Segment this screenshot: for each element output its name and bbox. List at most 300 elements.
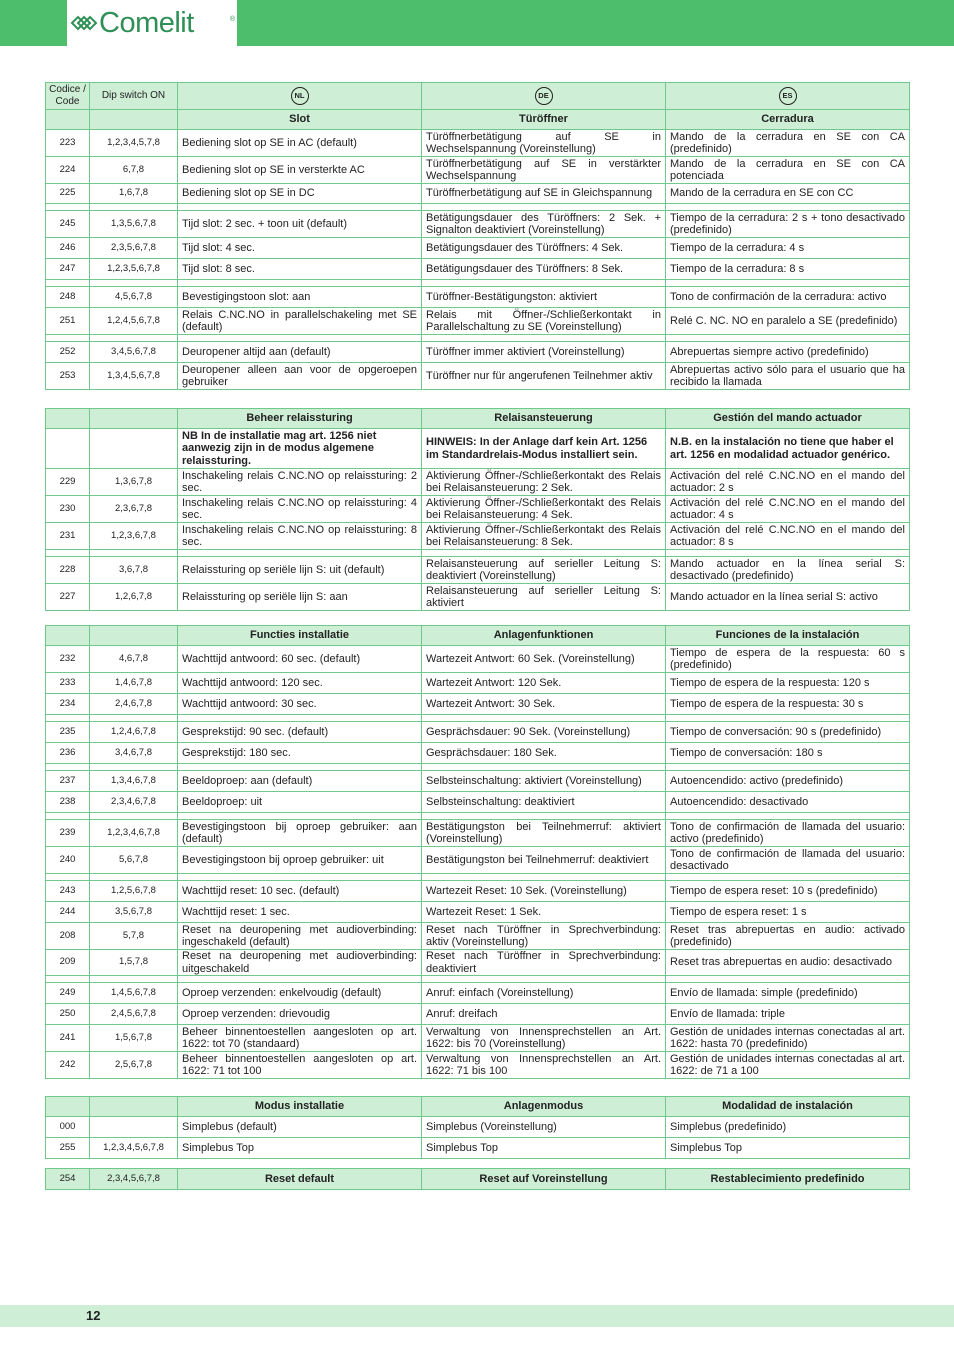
spacer-cell (90, 764, 178, 771)
description-nl: Relaissturing op seriële lijn S: aan (178, 584, 422, 611)
section-title: Anlagenmodus (422, 1097, 666, 1117)
dip-switch-cell: 2,3,4,6,7,8 (90, 792, 178, 813)
code-cell: 247 (46, 259, 90, 280)
registered-mark: ® (229, 16, 235, 23)
description-es: Tono de confirmación de llamada del usuario: desactivado (666, 847, 910, 874)
description-nl: Simplebus (default) (178, 1117, 422, 1138)
lang-column-nl (178, 83, 422, 110)
description-de: Betätigungsdauer des Türöffners: 8 Sek. (422, 259, 666, 280)
description-de: Relaisansteuerung auf serieller Leitung S: deaktiviert (Voreinstellung) (422, 557, 666, 584)
dip-switch-cell: 4,6,7,8 (90, 646, 178, 673)
spacer-row (46, 813, 910, 820)
dip-switch-cell: 2,3,6,7,8 (90, 496, 178, 523)
column-header-row (46, 83, 910, 110)
settings-table (45, 408, 910, 611)
table-row (46, 771, 910, 792)
dip-switch-cell: 2,3,4,5,6,7,8 (90, 1169, 178, 1190)
spacer-cell (178, 550, 422, 557)
spacer-cell (178, 335, 422, 342)
table-row (46, 523, 910, 550)
reset-nl: Reset default (178, 1169, 422, 1190)
description-de: Aktivierung Öffner-/Schließerkontakt des Relais bei Relaisansteuerung: 4 Sek. (422, 496, 666, 523)
description-de: Wartezeit Antwort: 30 Sek. (422, 694, 666, 715)
description-es: Tono de confirmación de llamada del usuario: activo (predefinido) (666, 820, 910, 847)
table-row (46, 308, 910, 335)
description-de: Betätigungsdauer des Türöffners: 4 Sek. (422, 238, 666, 259)
spacer-cell (666, 976, 910, 983)
dip-switch-cell: 5,6,7,8 (90, 847, 178, 874)
description-es: Gestión de unidades internas conectadas al art. 1622: hasta 70 (predefinido) (666, 1025, 910, 1052)
settings-table (45, 1096, 910, 1159)
dip-switch-cell: 1,3,6,7,8 (90, 469, 178, 496)
table-row (46, 1052, 910, 1079)
spacer-cell (666, 280, 910, 287)
code-cell: 253 (46, 363, 90, 390)
description-de: Simplebus (Voreinstellung) (422, 1117, 666, 1138)
spacer-cell (422, 335, 666, 342)
description-de: Betätigungsdauer des Türöffners: 2 Sek. + Signalton deaktiviert (Voreinstellung) (422, 211, 666, 238)
spacer-cell (90, 550, 178, 557)
code-cell: 233 (46, 673, 90, 694)
table-row (46, 1004, 910, 1025)
description-es: Mando actuador en la línea serial S: desactivado (predefinido) (666, 557, 910, 584)
code-cell: 225 (46, 184, 90, 204)
dip-switch-cell (90, 1117, 178, 1138)
note-text: N.B. en la instalación no tiene que haber el art. 1256 en modalidad actuador genérico. (666, 429, 910, 469)
code-cell: 239 (46, 820, 90, 847)
description-de: Relaisansteuerung auf serieller Leitung S: aktiviert (422, 584, 666, 611)
spacer-cell (46, 280, 90, 287)
code-cell: 250 (46, 1004, 90, 1025)
reset-es: Restablecimiento predefinido (666, 1169, 910, 1190)
header-blank (90, 626, 178, 646)
table-row (46, 287, 910, 308)
description-nl: Tijd slot: 2 sec. + toon uit (default) (178, 211, 422, 238)
description-es: Tiempo de espera de la respuesta: 120 s (666, 673, 910, 694)
description-de: Relais mit Öffner-/Schließerkontakt in Parallelschaltung zu SE (Voreinstellung) (422, 308, 666, 335)
spacer-row (46, 550, 910, 557)
table-row (46, 157, 910, 184)
dip-switch-cell: 1,4,6,7,8 (90, 673, 178, 694)
dip-switch-cell: 6,7,8 (90, 157, 178, 184)
table-row (46, 557, 910, 584)
dip-switch-cell: 1,2,3,4,6,7,8 (90, 820, 178, 847)
description-de: Türöffner immer aktiviert (Voreinstellung) (422, 342, 666, 363)
lang-badge-de-icon: DE (535, 87, 553, 105)
code-cell: 235 (46, 722, 90, 743)
description-es: Abrepuertas activo sólo para el usuario que ha recibido la llamada (666, 363, 910, 390)
reset-table (45, 1168, 910, 1190)
header-blank (46, 1097, 90, 1117)
description-de: Wartezeit Antwort: 120 Sek. (422, 673, 666, 694)
description-es: Tono de confirmación de la cerradura: activo (666, 287, 910, 308)
section-header-row (46, 1097, 910, 1117)
description-es: Tiempo de espera reset: 10 s (predefinido) (666, 881, 910, 902)
dip-switch-cell: 3,5,6,7,8 (90, 902, 178, 923)
description-nl: Gesprekstijd: 180 sec. (178, 743, 422, 764)
description-es: Mando de la cerradura en SE con CA potenciada (666, 157, 910, 184)
description-de: Aktivierung Öffner-/Schließerkontakt des Relais bei Relaisansteuerung: 8 Sek. (422, 523, 666, 550)
table-row (46, 743, 910, 764)
dip-switch-cell: 1,3,4,5,6,7,8 (90, 363, 178, 390)
description-es: Activación del relé C.NC.NO en el mando del actuador: 2 s (666, 469, 910, 496)
table-row (46, 983, 910, 1004)
description-nl: Tijd slot: 8 sec. (178, 259, 422, 280)
code-cell: 229 (46, 469, 90, 496)
page-number: 12 (86, 1308, 101, 1323)
code-cell: 227 (46, 584, 90, 611)
code-cell: 236 (46, 743, 90, 764)
table-row (46, 1117, 910, 1138)
spacer-cell (90, 335, 178, 342)
description-de: Wartezeit Antwort: 60 Sek. (Voreinstellung) (422, 646, 666, 673)
spacer-cell (90, 976, 178, 983)
description-de: Aktivierung Öffner-/Schließerkontakt des Relais bei Relaisansteuerung: 2 Sek. (422, 469, 666, 496)
table-row (46, 722, 910, 743)
description-es: Reset tras abrepuertas en audio: desactivado (666, 950, 910, 976)
description-de: Bestätigungston bei Teilnehmerruf: aktiviert (Voreinstellung) (422, 820, 666, 847)
table-row (46, 184, 910, 204)
section-title: Cerradura (666, 110, 910, 130)
code-cell: 246 (46, 238, 90, 259)
note-text: HINWEIS: In der Anlage darf kein Art. 1256 im Standardrelais-Modus installiert sein. (422, 429, 666, 469)
description-es: Abrepuertas siempre activo (predefinido) (666, 342, 910, 363)
code-cell: 255 (46, 1138, 90, 1159)
lang-column-es (666, 83, 910, 110)
table-row (46, 792, 910, 813)
spacer-cell (90, 280, 178, 287)
code-cell: 252 (46, 342, 90, 363)
description-es: Tiempo de espera de la respuesta: 60 s (predefinido) (666, 646, 910, 673)
spacer-cell (90, 813, 178, 820)
description-es: Gestión de unidades internas conectadas al art. 1622: de 71 a 100 (666, 1052, 910, 1079)
spacer-row (46, 335, 910, 342)
code-cell: 209 (46, 950, 90, 976)
description-es: Autoencendido: activo (predefinido) (666, 771, 910, 792)
dip-switch-cell: 1,2,3,4,5,6,7,8 (90, 1138, 178, 1159)
code-cell: 251 (46, 308, 90, 335)
description-nl: Wachttijd reset: 10 sec. (default) (178, 881, 422, 902)
brand-name: Comelit (99, 7, 194, 39)
table-row (46, 820, 910, 847)
description-nl: Bevestigingstoon bij oproep gebruiker: aan (default) (178, 820, 422, 847)
dip-switch-cell: 1,2,3,6,7,8 (90, 523, 178, 550)
description-nl: Deuropener alleen aan voor de opgeroepen gebruiker (178, 363, 422, 390)
spacer-cell (666, 764, 910, 771)
description-es: Tiempo de la cerradura: 2 s + tono desactivado (predefinido) (666, 211, 910, 238)
table-row (46, 902, 910, 923)
dip-column-header: Dip switch ON (90, 83, 178, 110)
description-de: Wartezeit Reset: 10 Sek. (Voreinstellung) (422, 881, 666, 902)
table-row (46, 363, 910, 390)
description-nl: Deuropener altijd aan (default) (178, 342, 422, 363)
description-de: Simplebus Top (422, 1138, 666, 1159)
description-es: Mando de la cerradura en SE con CA (predefinido) (666, 130, 910, 157)
spacer-cell (90, 874, 178, 881)
spacer-cell (422, 874, 666, 881)
spacer-cell (178, 976, 422, 983)
dip-switch-cell: 5,7,8 (90, 923, 178, 950)
description-nl: Inschakeling relais C.NC.NO op relaissturing: 2 sec. (178, 469, 422, 496)
description-es: Tiempo de espera de la respuesta: 30 s (666, 694, 910, 715)
spacer-cell (46, 813, 90, 820)
code-cell: 254 (46, 1169, 90, 1190)
code-cell: 208 (46, 923, 90, 950)
spacer-cell (666, 874, 910, 881)
description-de: Verwaltung von Innensprechstellen an Art. 1622: 71 bis 100 (422, 1052, 666, 1079)
spacer-cell (46, 764, 90, 771)
spacer-cell (666, 813, 910, 820)
section-header-row (46, 110, 910, 130)
code-cell: 228 (46, 557, 90, 584)
code-cell: 224 (46, 157, 90, 184)
table-row (46, 694, 910, 715)
description-es: Simplebus Top (666, 1138, 910, 1159)
dip-switch-cell: 2,5,6,7,8 (90, 1052, 178, 1079)
table-row (46, 881, 910, 902)
description-nl: Simplebus Top (178, 1138, 422, 1159)
description-de: Reset nach Türöffner in Sprechverbindung: aktiv (Voreinstellung) (422, 923, 666, 950)
description-de: Gesprächsdauer: 180 Sek. (422, 743, 666, 764)
code-cell: 223 (46, 130, 90, 157)
spacer-cell (178, 813, 422, 820)
reset-row (46, 1169, 910, 1190)
code-cell: 240 (46, 847, 90, 874)
header-blank (90, 1097, 178, 1117)
settings-table (45, 82, 910, 390)
description-es: Tiempo de conversación: 180 s (666, 743, 910, 764)
spacer-cell (178, 715, 422, 722)
table-row (46, 673, 910, 694)
note-text: NB In de installatie mag art. 1256 niet aanwezig zijn in de modus algemene relaissturing. (178, 429, 422, 469)
spacer-cell (666, 715, 910, 722)
dip-switch-cell: 4,5,6,7,8 (90, 287, 178, 308)
spacer-cell (422, 550, 666, 557)
spacer-cell (178, 280, 422, 287)
dip-switch-cell: 2,4,6,7,8 (90, 694, 178, 715)
dip-switch-cell: 1,6,7,8 (90, 184, 178, 204)
dip-switch-cell: 1,2,6,7,8 (90, 584, 178, 611)
note-row (46, 429, 910, 469)
description-de: Anruf: einfach (Voreinstellung) (422, 983, 666, 1004)
spacer-cell (46, 715, 90, 722)
dip-switch-cell: 1,2,3,5,6,7,8 (90, 259, 178, 280)
spacer-cell (46, 976, 90, 983)
description-de: Selbsteinschaltung: deaktiviert (422, 792, 666, 813)
header-blank (90, 110, 178, 130)
description-es: Simplebus (predefinido) (666, 1117, 910, 1138)
code-cell: 000 (46, 1117, 90, 1138)
description-es: Envío de llamada: triple (666, 1004, 910, 1025)
description-de: Reset nach Türöffner in Sprechverbindung: deaktiviert (422, 950, 666, 976)
spacer-cell (90, 204, 178, 211)
description-de: Türöffner nur für angerufenen Teilnehmer aktiv (422, 363, 666, 390)
header-blank (46, 110, 90, 130)
description-nl: Wachttijd antwoord: 30 sec. (178, 694, 422, 715)
spacer-cell (90, 715, 178, 722)
code-cell: 230 (46, 496, 90, 523)
code-cell: 234 (46, 694, 90, 715)
comelit-logo-icon (70, 11, 98, 35)
description-nl: Beheer binnentoestellen aangesloten op art. 1622: tot 70 (standaard) (178, 1025, 422, 1052)
description-es: Activación del relé C.NC.NO en el mando del actuador: 4 s (666, 496, 910, 523)
section-header-row (46, 409, 910, 429)
description-es: Activación del relé C.NC.NO en el mando del actuador: 8 s (666, 523, 910, 550)
section-title: Funciones de la instalación (666, 626, 910, 646)
table-row (46, 342, 910, 363)
description-nl: Bevestigingstoon bij oproep gebruiker: uit (178, 847, 422, 874)
description-nl: Gesprekstijd: 90 sec. (default) (178, 722, 422, 743)
brand-logo (67, 0, 237, 46)
note-blank (90, 429, 178, 469)
description-nl: Inschakeling relais C.NC.NO op relaissturing: 8 sec. (178, 523, 422, 550)
spacer-cell (46, 335, 90, 342)
spacer-row (46, 715, 910, 722)
table-row (46, 130, 910, 157)
description-es: Autoencendido: desactivado (666, 792, 910, 813)
dip-switch-cell: 1,2,3,4,5,7,8 (90, 130, 178, 157)
settings-table (45, 625, 910, 1079)
dip-switch-cell: 1,2,5,6,7,8 (90, 881, 178, 902)
code-cell: 244 (46, 902, 90, 923)
table-row (46, 847, 910, 874)
spacer-row (46, 976, 910, 983)
description-de: Türöffnerbetätigung auf SE in Wechselspannung (Voreinstellung) (422, 130, 666, 157)
description-nl: Bediening slot op SE in DC (178, 184, 422, 204)
description-es: Tiempo de espera reset: 1 s (666, 902, 910, 923)
description-nl: Wachttijd reset: 1 sec. (178, 902, 422, 923)
description-nl: Relaissturing op seriële lijn S: uit (default) (178, 557, 422, 584)
dip-switch-cell: 2,3,5,6,7,8 (90, 238, 178, 259)
dip-switch-cell: 1,3,4,6,7,8 (90, 771, 178, 792)
section-header-row (46, 626, 910, 646)
table-row (46, 496, 910, 523)
description-de: Türöffnerbetätigung auf SE in verstärkter Wechselspannung (422, 157, 666, 184)
description-nl: Tijd slot: 4 sec. (178, 238, 422, 259)
spacer-row (46, 874, 910, 881)
code-cell: 232 (46, 646, 90, 673)
spacer-cell (422, 715, 666, 722)
description-nl: Beeldoproep: aan (default) (178, 771, 422, 792)
header-blank (46, 409, 90, 429)
section-title: Türöffner (422, 110, 666, 130)
lang-badge-nl-icon: NL (291, 87, 309, 105)
bottom-bar (0, 1305, 954, 1327)
description-de: Wartezeit Reset: 1 Sek. (422, 902, 666, 923)
dip-switch-cell: 1,4,5,6,7,8 (90, 983, 178, 1004)
dip-switch-cell: 1,5,6,7,8 (90, 1025, 178, 1052)
spacer-cell (178, 204, 422, 211)
spacer-cell (422, 764, 666, 771)
section-title: Anlagenfunktionen (422, 626, 666, 646)
spacer-row (46, 204, 910, 211)
dip-switch-cell: 2,4,5,6,7,8 (90, 1004, 178, 1025)
spacer-cell (666, 204, 910, 211)
description-es: Mando de la cerradura en SE con CC (666, 184, 910, 204)
reset-de: Reset auf Voreinstellung (422, 1169, 666, 1190)
lang-badge-es-icon: ES (779, 87, 797, 105)
dip-switch-cell: 1,2,4,5,6,7,8 (90, 308, 178, 335)
table-row (46, 1138, 910, 1159)
code-cell: 245 (46, 211, 90, 238)
description-de: Türöffnerbetätigung auf SE in Gleichspannung (422, 184, 666, 204)
spacer-cell (178, 874, 422, 881)
dip-switch-cell: 1,3,5,6,7,8 (90, 211, 178, 238)
spacer-row (46, 764, 910, 771)
section-title: Functies installatie (178, 626, 422, 646)
spacer-cell (666, 335, 910, 342)
description-es: Relé C. NC. NO en paralelo a SE (predefinido) (666, 308, 910, 335)
description-nl: Bediening slot op SE in AC (default) (178, 130, 422, 157)
section-title: Gestión del mando actuador (666, 409, 910, 429)
description-nl: Oproep verzenden: drievoudig (178, 1004, 422, 1025)
description-de: Verwaltung von Innensprechstellen an Art. 1622: bis 70 (Voreinstellung) (422, 1025, 666, 1052)
spacer-cell (46, 550, 90, 557)
note-blank (46, 429, 90, 469)
description-nl: Wachttijd antwoord: 120 sec. (178, 673, 422, 694)
code-column-header: Codice / Code (46, 83, 90, 110)
table-row (46, 1025, 910, 1052)
table-row (46, 923, 910, 950)
description-es: Tiempo de conversación: 90 s (predefinido) (666, 722, 910, 743)
table-row (46, 584, 910, 611)
dip-switch-cell: 3,6,7,8 (90, 557, 178, 584)
description-es: Envío de llamada: simple (predefinido) (666, 983, 910, 1004)
dip-switch-cell: 3,4,6,7,8 (90, 743, 178, 764)
description-de: Anruf: dreifach (422, 1004, 666, 1025)
code-cell: 241 (46, 1025, 90, 1052)
table-row (46, 211, 910, 238)
spacer-cell (46, 874, 90, 881)
description-nl: Wachttijd antwoord: 60 sec. (default) (178, 646, 422, 673)
spacer-cell (422, 280, 666, 287)
spacer-cell (178, 764, 422, 771)
header-blank (46, 626, 90, 646)
description-nl: Reset na deuropening met audioverbinding: ingeschakeld (default) (178, 923, 422, 950)
description-es: Mando actuador en la línea serial S: activo (666, 584, 910, 611)
lang-column-de (422, 83, 666, 110)
spacer-cell (422, 813, 666, 820)
code-cell: 249 (46, 983, 90, 1004)
code-cell: 231 (46, 523, 90, 550)
code-cell: 237 (46, 771, 90, 792)
section-title: Beheer relaissturing (178, 409, 422, 429)
code-cell: 242 (46, 1052, 90, 1079)
code-cell: 248 (46, 287, 90, 308)
description-nl: Oproep verzenden: enkelvoudig (default) (178, 983, 422, 1004)
description-es: Tiempo de la cerradura: 8 s (666, 259, 910, 280)
header-blank (90, 409, 178, 429)
table-row (46, 238, 910, 259)
description-nl: Beheer binnentoestellen aangesloten op art. 1622: 71 tot 100 (178, 1052, 422, 1079)
table-row (46, 259, 910, 280)
table-row (46, 950, 910, 976)
table-row (46, 646, 910, 673)
dip-switch-cell: 3,4,5,6,7,8 (90, 342, 178, 363)
dip-switch-cell: 1,2,4,6,7,8 (90, 722, 178, 743)
description-nl: Beeldoproep: uit (178, 792, 422, 813)
description-de: Gesprächsdauer: 90 Sek. (Voreinstellung) (422, 722, 666, 743)
description-nl: Bevestigingstoon slot: aan (178, 287, 422, 308)
description-nl: Reset na deuropening met audioverbinding: uitgeschakeld (178, 950, 422, 976)
section-title: Slot (178, 110, 422, 130)
description-de: Selbsteinschaltung: aktiviert (Voreinstellung) (422, 771, 666, 792)
table-row (46, 469, 910, 496)
description-de: Bestätigungston bei Teilnehmerruf: deaktiviert (422, 847, 666, 874)
spacer-cell (666, 550, 910, 557)
description-nl: Bediening slot op SE in versterkte AC (178, 157, 422, 184)
section-title: Modus installatie (178, 1097, 422, 1117)
